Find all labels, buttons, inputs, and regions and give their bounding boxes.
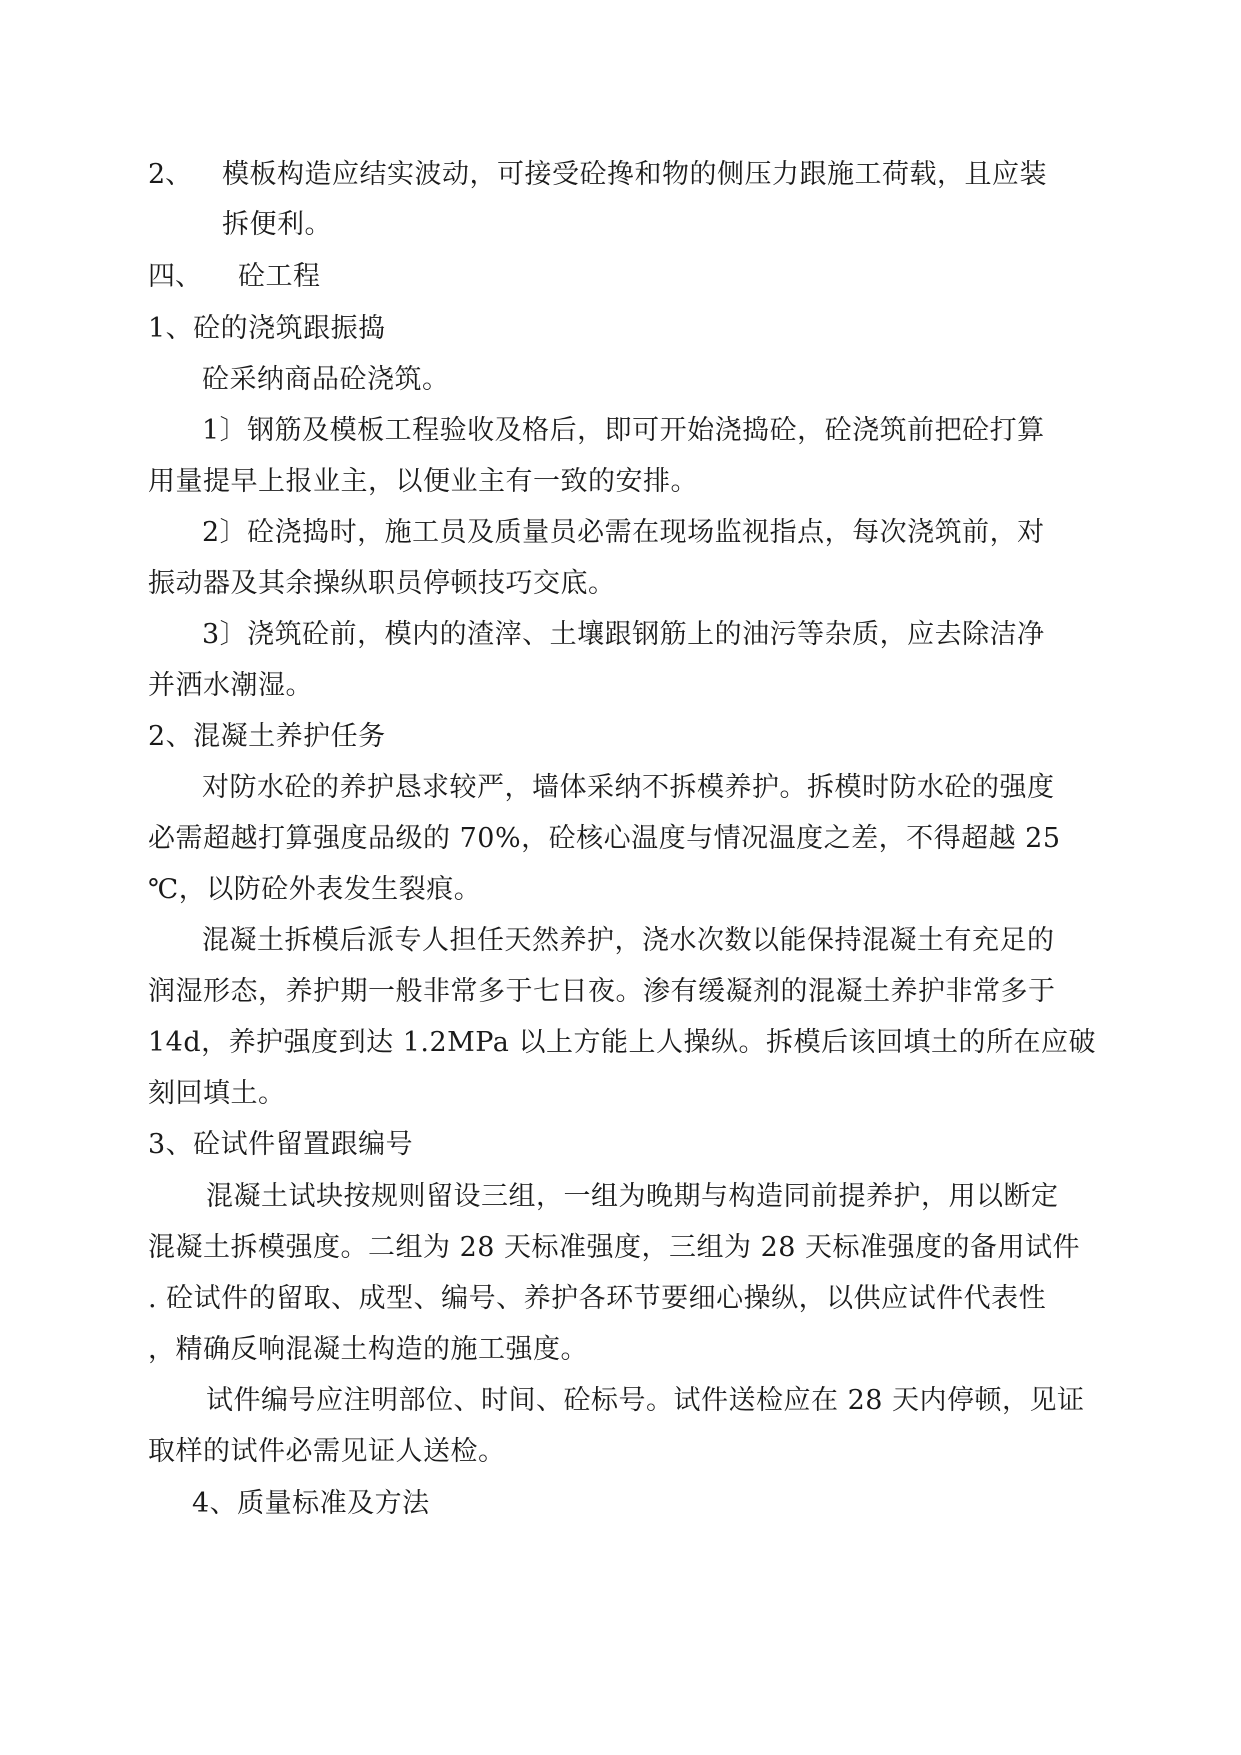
paragraph-line: . 砼试件的留取、成型、编号、养护各环节要细心操纵，以供应试件代表性 [148,1283,1047,1314]
paragraph-line: 混凝土拆模强度。二组为 28 天标准强度，三组为 28 天标准强度的备用试件 [148,1232,1081,1263]
paragraph-line: 振动器及其余操纵职员停顿技巧交底。 [148,568,616,599]
paragraph-line: 用量提早上报业主，以便业主有一致的安排。 [148,466,698,497]
subsection-heading: 3、砼试件留置跟编号 [148,1129,414,1160]
paragraph-line: 模板构造应结实波动，可接受砼搀和物的侧压力跟施工荷载，且应装 [222,159,1047,190]
paragraph-line: 拆便利。 [222,209,332,240]
section-title: 砼工程 [238,261,321,292]
paragraph-line: 并洒水潮湿。 [148,670,313,701]
paragraph-line: 14d，养护强度到达 1.2MPa 以上方能上人操纵。拆模后该回填土的所在应破 [148,1027,1096,1058]
paragraph-line: 1〕钢筋及模板工程验收及格后，即可开始浇捣砼，砼浇筑前把砼打算 [202,415,1045,446]
paragraph-line: 对防水砼的养护恳求较严，墙体采纳不拆模养护。拆模时防水砼的强度 [202,772,1055,803]
paragraph-line: 取样的试件必需见证人送检。 [148,1436,506,1467]
subsection-heading: 1、砼的浇筑跟振捣 [148,313,386,344]
subsection-heading: 2、混凝土养护任务 [148,721,386,752]
paragraph-line: 混凝土试块按规则留设三组，一组为晚期与构造同前提养护，用以断定 [206,1181,1059,1212]
paragraph-line: 刻回填土。 [148,1078,286,1109]
paragraph-line: ，精确反响混凝土构造的施工强度。 [148,1334,588,1365]
paragraph-line: 必需超越打算强度品级的 70%，砼核心温度与情况温度之差，不得超越 25 [148,823,1061,854]
paragraph-line: 3〕浇筑砼前，模内的渣滓、土壤跟钢筋上的油污等杂质，应去除洁净 [202,619,1045,650]
section-number: 四、 [148,261,202,292]
paragraph-line: 试件编号应注明部位、时间、砼标号。试件送检应在 28 天内停顿，见证 [206,1385,1085,1416]
paragraph-line: 砼采纳商品砼浇筑。 [202,364,450,395]
subsection-heading: 4、质量标准及方法 [192,1488,430,1519]
paragraph-line: 2〕砼浇捣时，施工员及质量员必需在现场监视指点，每次浇筑前，对 [202,517,1045,548]
paragraph-line: 润湿形态，养护期一般非常多于七日夜。渗有缓凝剂的混凝土养护非常多于 [148,976,1056,1007]
paragraph-line: ℃，以防砼外表发生裂痕。 [148,874,482,905]
paragraph-line: 混凝土拆模后派专人担任天然养护，浇水次数以能保持混凝土有充足的 [202,925,1055,956]
item-number: 2、 [148,159,193,190]
